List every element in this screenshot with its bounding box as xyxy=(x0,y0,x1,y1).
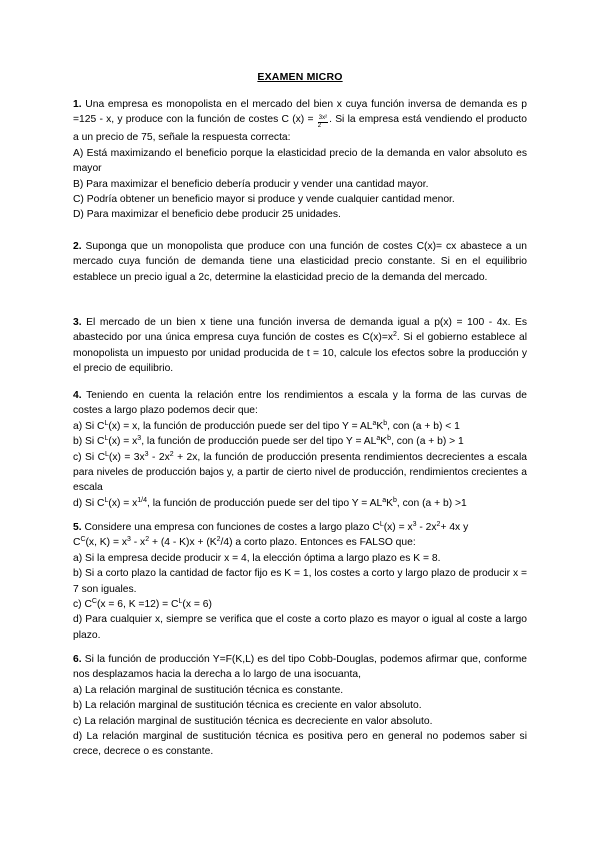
option-b: b) Si $C^L(x) = x^3$, la función de producción puede ser del tipo $Y = AL^aK^b$, con (a + b) > 1 xyxy=(73,435,464,448)
question-number: 4. xyxy=(73,390,82,401)
question-3 xyxy=(73,315,527,377)
option-c: C) Podría obtener un beneficio mayor si produce y vende cualquier cantidad menor. xyxy=(73,194,455,206)
question-2-text: 2. Suponga que un monopolista que produce con una función de costes C(x)= cx abastece a un mercado cuya función de demanda tiene una elasticidad precio constante. Si en el equilibrio establece un precio igual a 2c, determine la elasticidad precio de la demanda del mercado. xyxy=(73,241,527,283)
option-a: a) La relación marginal de sustitución técnica es constante. xyxy=(73,684,344,696)
question-4 xyxy=(73,388,527,511)
question-number: 6. xyxy=(73,654,82,665)
option-c: c) Si $C^L(x) = 3x^3 - 2x^2 + 2x$, la función de producción presenta rendimientos decrecientes a escala para niveles de producción bajos y, a partir de cierto nivel de producción, rendimientos crecientes a escala xyxy=(73,450,527,494)
question-4-stem: 4. Teniendo en cuenta la relación entre los rendimientos a escala y la forma de las curvas de costes a largo plazo podemos decir que: xyxy=(73,390,527,417)
exam-title: EXAMEN MICRO xyxy=(257,71,343,83)
question-6-stem: 6. Si la función de producción Y=F(K,L) es del tipo Cobb-Douglas, podemos afirmar que, conforme nos desplazamos hacia la derecha a lo largo de una isocuanta, xyxy=(73,654,527,681)
option-b: b) Si a corto plazo la cantidad de factor fijo es K = 1, los costes a corto y largo plazo de producir x = 7 son iguales. xyxy=(73,568,527,595)
question-2 xyxy=(73,239,527,285)
option-d: d) Para cualquier x, siempre se verifica que el coste a corto plazo es mayor o igual al coste a largo plazo. xyxy=(73,614,527,641)
question-number: 5. xyxy=(73,522,82,533)
question-6 xyxy=(73,652,527,760)
question-1 xyxy=(73,97,527,223)
question-number: 2. xyxy=(73,241,82,252)
cost-fraction: $\frac{\text{3x²}}{2}$ xyxy=(317,115,328,130)
option-c: c) $C^C(x = 6$, $K =12) = C^L(x = 6)$ xyxy=(73,598,212,611)
question-number: 3. xyxy=(73,317,82,328)
question-1-stem: 1. Una empresa es monopolista en el mercado del bien x cuya función inversa de demanda es p =125 - x, y produce con la función de costes C (x) = $\frac{\text{3x²}}{2}$ . Si la empresa está vendiendo el producto a un precio de 75, señale la respuesta correcta: xyxy=(73,99,527,144)
option-d: d) Si $C^L(x) = x^{1/4}$, la función de producción puede ser del tipo $Y = AL^aK^b$, con (a + b) >1 xyxy=(73,496,467,509)
option-a: A) Está maximizando el beneficio porque la elasticidad precio de la demanda en valor absoluto es mayor xyxy=(73,147,527,175)
question-5-line-1: 5. Considere una empresa con funciones de costes a largo plazo $C^L(x) = x^3 - 2x^2+ 4x$ y xyxy=(73,521,469,533)
option-b: b) La relación marginal de sustitución técnica es creciente en valor absoluto. xyxy=(73,700,422,712)
option-d: d) La relación marginal de sustitución técnica es positiva pero en general no podemos saber si crece, decrece o es constante. xyxy=(73,731,527,758)
option-d: D) Para maximizar el beneficio debe producir 25 unidades. xyxy=(73,209,341,221)
question-5 xyxy=(73,520,527,643)
question-5-line-2: $C^C(x$, $K) = x^3 - x^2 + (4 - K)x + (K^2/4)$ a corto plazo. Entonces es FALSO que: xyxy=(73,536,416,549)
option-a: a) Si $C^L(x) = x$, la función de producción puede ser del tipo $Y = AL^aK^b$, con (a + b) < 1 xyxy=(73,419,460,432)
option-b: B) Para maximizar el beneficio debería producir y vender una cantidad mayor. xyxy=(73,178,429,190)
option-c: c) La relación marginal de sustitución técnica es decreciente en valor absoluto. xyxy=(73,715,433,727)
question-number: 1. xyxy=(73,99,82,110)
question-3-text: 3. El mercado de un bien x tiene una función inversa de demanda igual a p(x) = 100 - 4x. Es abastecido por una única empresa cuya función de costes es $C(x)=x^2$. Si el gobierno establece al monopolista un impuesto por unidad producida de t = 10, calcule los efectos sobre la producción y el precio de equilibrio. xyxy=(73,317,527,375)
option-a: a) Si la empresa decide producir x = 4, la elección óptima a largo plazo es K = 8. xyxy=(73,552,441,564)
